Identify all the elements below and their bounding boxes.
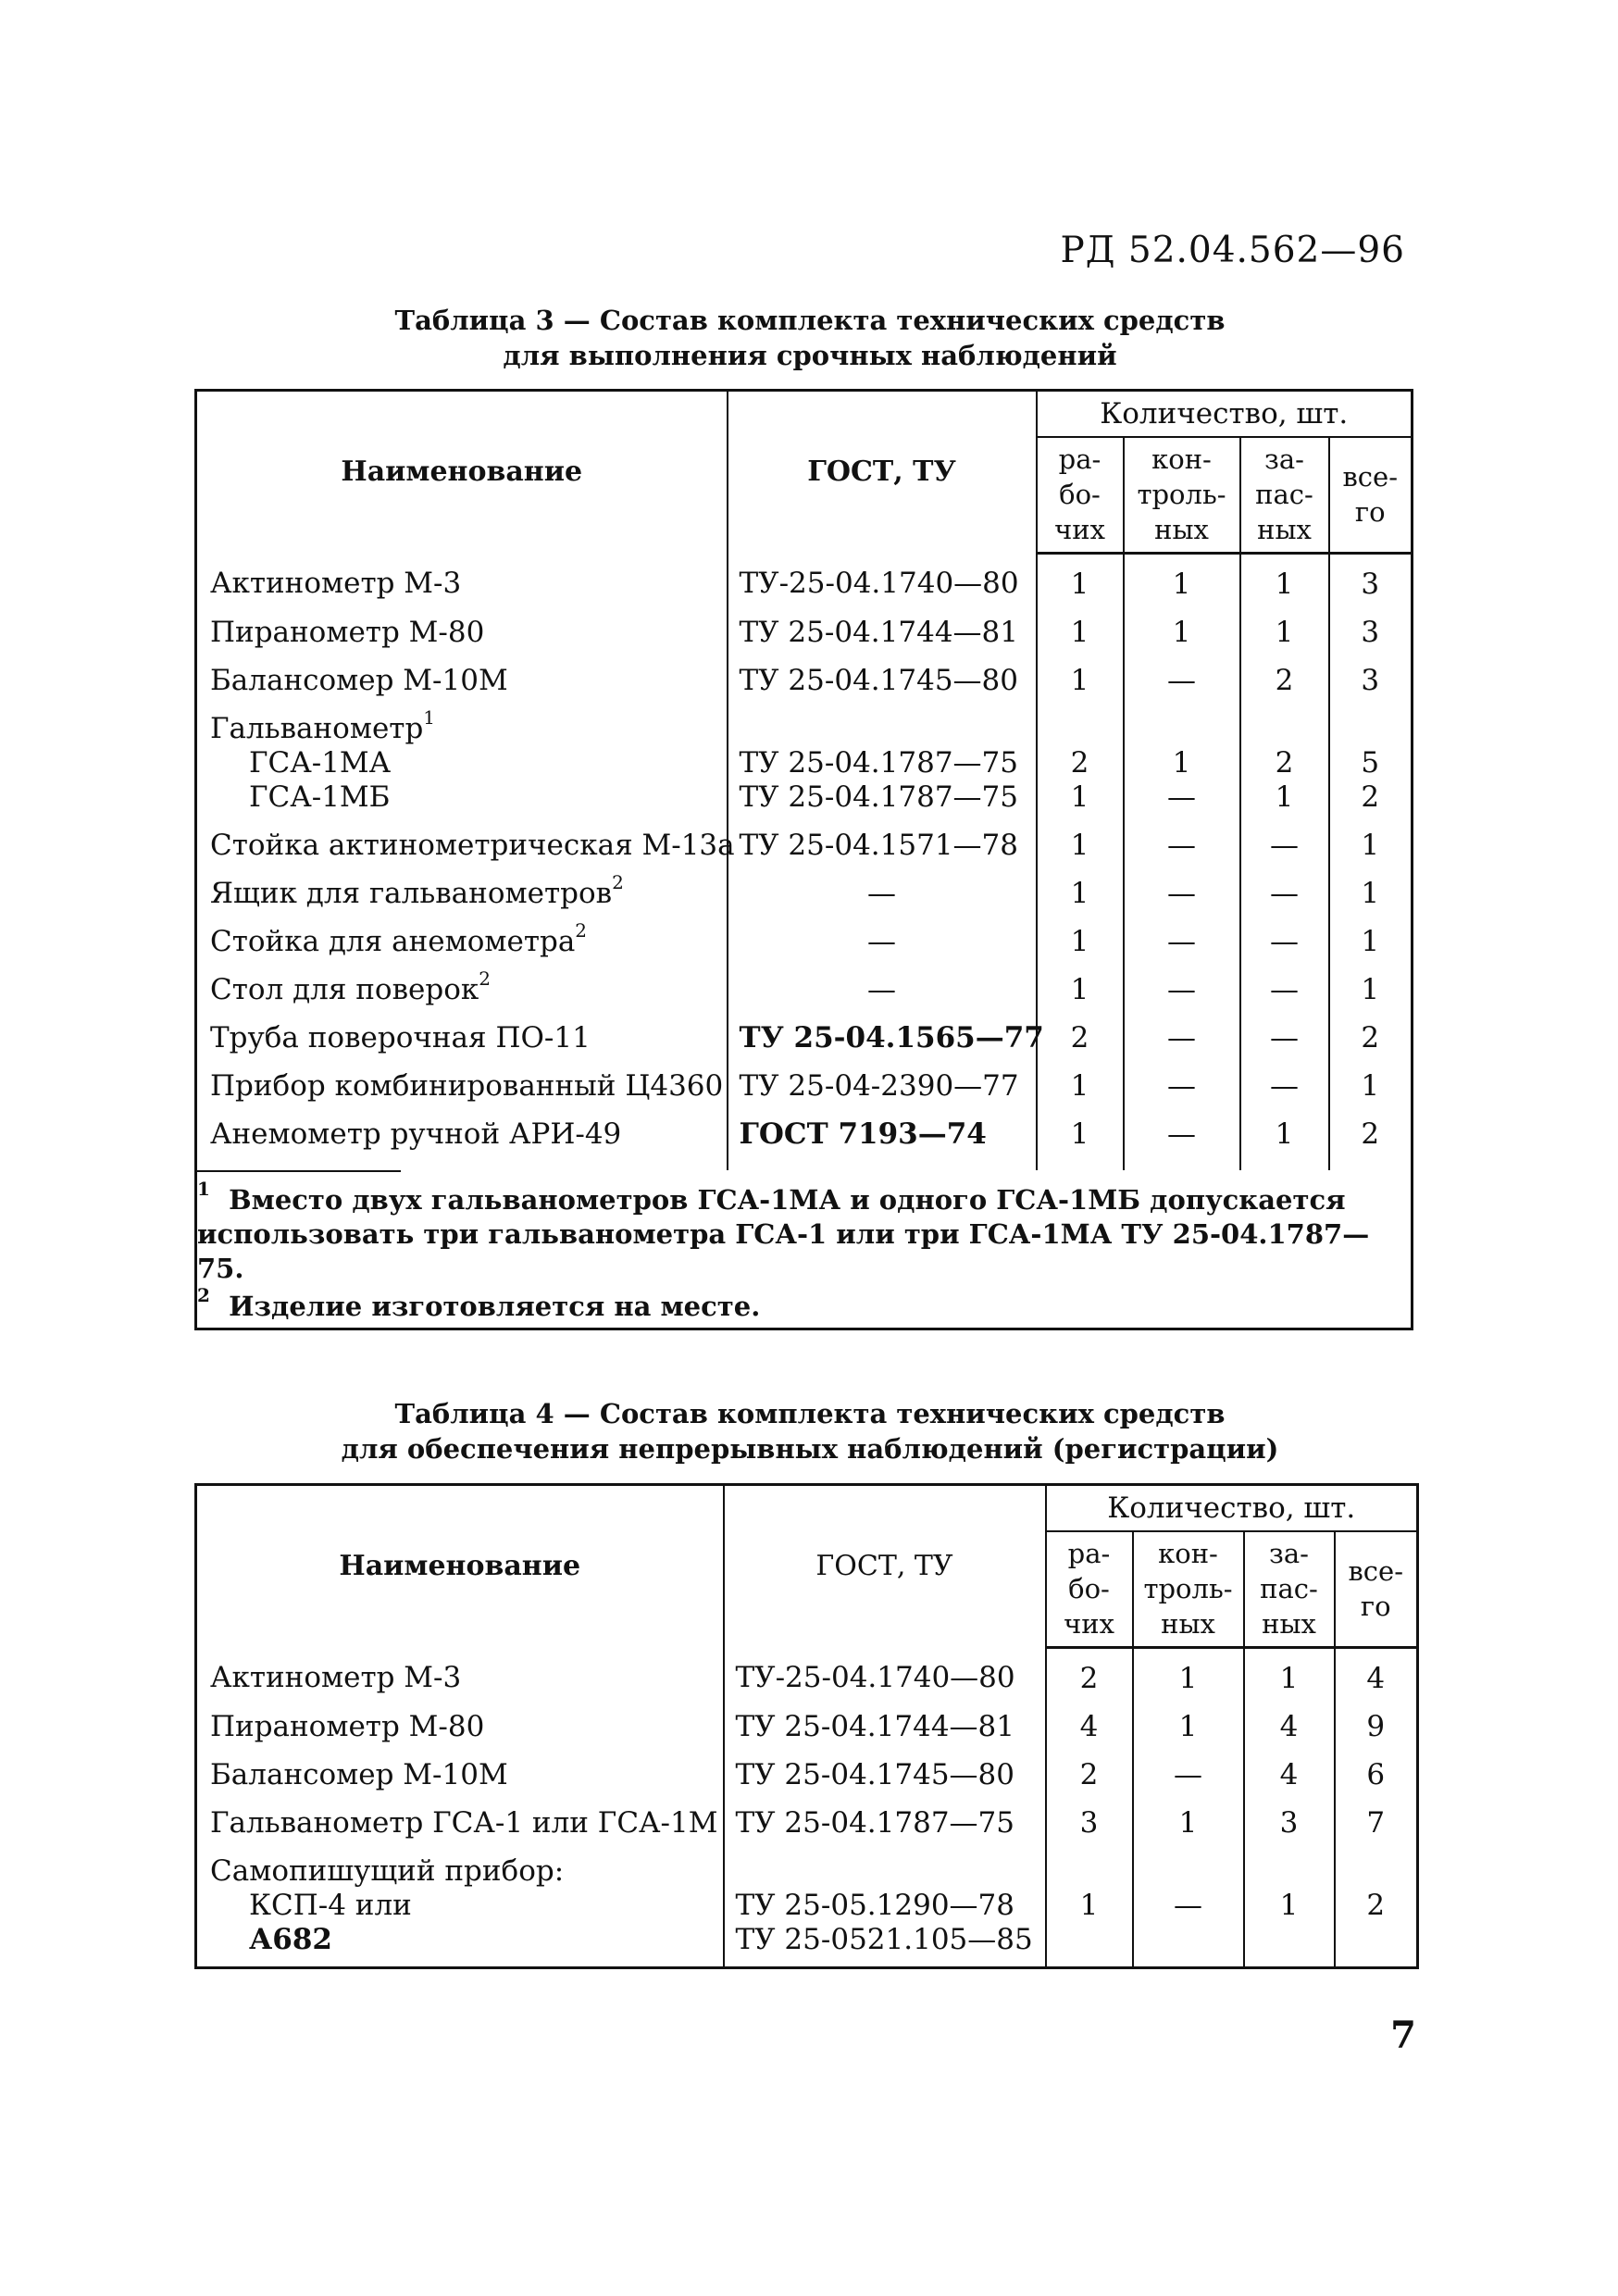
cell-control: 1	[1124, 554, 1240, 609]
cell-name: Балансомер М-10М	[210, 664, 508, 697]
footnote-mark: 1	[423, 705, 436, 729]
cell-working: 1	[1046, 1847, 1133, 1968]
table4-caption-line1: Таблица 4 — Состав комплекта технических средств	[394, 1398, 1226, 1429]
cell-name: Пиранометр М-80	[210, 616, 485, 649]
cell-total: 2	[1329, 1110, 1413, 1170]
recorder-label: Самопишущий прибор:	[210, 1854, 565, 1888]
table-row	[196, 1014, 1413, 1062]
cell-gost: ТУ 25-04.1745—80	[724, 1751, 1046, 1799]
cell-working: 1	[1037, 869, 1124, 917]
table4-header-control: кон- троль- ных	[1133, 1531, 1244, 1648]
table-row	[196, 656, 1413, 705]
table-row	[196, 869, 1413, 917]
table3-header-quantity: Количество, шт.	[1037, 391, 1413, 437]
cell-control: —	[1124, 1110, 1240, 1170]
gost-line: ТУ 25-0521.105—85	[735, 1923, 1033, 1956]
table3-header-working: ра- бо- чих	[1037, 437, 1124, 554]
cell-name: Труба поверочная ПО-11	[210, 1021, 591, 1054]
cell-name	[196, 1847, 724, 1968]
cell-spare: 3	[1244, 1799, 1335, 1847]
table-row	[196, 1847, 1418, 1968]
table4-header-working: ра- бо- чих	[1046, 1531, 1133, 1648]
cell-total: 1	[1329, 917, 1413, 966]
cell-gost: ТУ 25-04.1744—81	[724, 1703, 1046, 1751]
gost-line: ТУ 25-04.1787—75	[739, 746, 1018, 780]
cell-gost	[728, 705, 1037, 821]
cell-spare: 4	[1244, 1751, 1335, 1799]
cell-spare: —	[1240, 1014, 1329, 1062]
cell-spare: 4	[1244, 1703, 1335, 1751]
cell-gost: ТУ 25-04.1787—75	[724, 1799, 1046, 1847]
cell-name: Актинометр М-3	[210, 1660, 462, 1694]
table-row	[196, 608, 1413, 656]
cell-gost: ТУ 25-04.1744—81	[728, 608, 1037, 656]
cell-total: 3	[1329, 608, 1413, 656]
cell-spare: —	[1240, 1062, 1329, 1110]
table3-footnotes-row	[196, 1170, 1413, 1329]
cell-control: —	[1124, 1062, 1240, 1110]
cell-name: Балансомер М-10М	[210, 1758, 508, 1791]
sub-item: А682	[249, 1923, 332, 1956]
cell-spare: 2 1	[1240, 705, 1329, 821]
cell-total: 1	[1329, 821, 1413, 869]
cell-working: 2	[1037, 1014, 1124, 1062]
document-code: РД 52.04.562—96	[1060, 230, 1405, 271]
footnote-mark: 2	[612, 870, 624, 893]
cell-total: 1	[1329, 966, 1413, 1014]
cell-name: Ящик для гальванометров$^2$	[210, 870, 624, 910]
footnote-1: $^1$ Вместо двух гальванометров ГСА-1МА и одного ГСА-1МБ допускается использовать три гальванометра ГСА-1 или три ГСА-1МА ТУ 25-04.1787—75.	[197, 1178, 1370, 1284]
cell-gost: —	[728, 917, 1037, 966]
cell-control: —	[1124, 917, 1240, 966]
cell-name: Стойка для анемометра$^2$	[210, 918, 588, 958]
table-row	[196, 917, 1413, 966]
table3-caption	[194, 303, 1425, 373]
table3-caption-line2: для выполнения срочных наблюдений	[503, 340, 1117, 371]
cell-working: 1	[1037, 917, 1124, 966]
table4-caption	[194, 1396, 1425, 1466]
table-row	[196, 966, 1413, 1014]
footnote-rule	[197, 1170, 401, 1172]
galvanometer-label: Гальванометр	[210, 712, 424, 745]
table3-header-spare: за- пас- ных	[1240, 437, 1329, 554]
table3-header-total: все- го	[1329, 437, 1413, 554]
table-row	[196, 1751, 1418, 1799]
cell-name: Гальванометр ГСА-1 или ГСА-1М	[210, 1806, 718, 1840]
cell-working: 1	[1037, 1110, 1124, 1170]
cell-gost: —	[728, 869, 1037, 917]
cell-control: —	[1124, 821, 1240, 869]
cell-spare: 1	[1244, 1847, 1335, 1968]
footnote-mark: 2	[575, 918, 588, 942]
cell-spare: 1	[1240, 554, 1329, 609]
cell-gost: ТУ-25-04.1740—80	[724, 1648, 1046, 1703]
cell-total: 7	[1335, 1799, 1418, 1847]
table4-header-name: Наименование	[196, 1485, 724, 1648]
cell-control: —	[1124, 966, 1240, 1014]
cell-total: 6	[1335, 1751, 1418, 1799]
cell-gost	[724, 1847, 1046, 1968]
cell-working: 2	[1046, 1751, 1133, 1799]
cell-spare: —	[1240, 917, 1329, 966]
cell-spare: —	[1240, 869, 1329, 917]
cell-name: Актинометр М-3	[210, 566, 462, 600]
cell-name: Пиранометр М-80	[210, 1710, 485, 1743]
table4-caption-line2: для обеспечения непрерывных наблюдений (регистрации)	[341, 1433, 1279, 1465]
table4-header-total: все- го	[1335, 1531, 1418, 1648]
cell-working: 1	[1037, 554, 1124, 609]
cell-control: —	[1124, 1014, 1240, 1062]
cell-name: Стол для поверок$^2$	[210, 967, 492, 1006]
table4-header-quantity: Количество, шт.	[1046, 1485, 1418, 1531]
cell-control: —	[1133, 1751, 1244, 1799]
cell-control: 1	[1133, 1648, 1244, 1703]
cell-control: 1	[1133, 1799, 1244, 1847]
cell-working: 1	[1037, 608, 1124, 656]
table3-footnotes	[196, 1170, 1413, 1329]
table-row	[196, 1648, 1418, 1703]
cell-gost: ТУ 25-04.1745—80	[728, 656, 1037, 705]
cell-spare: —	[1240, 821, 1329, 869]
cell-total: 3	[1329, 656, 1413, 705]
cell-gost: ТУ-25-04.1740—80	[728, 554, 1037, 609]
table4	[194, 1483, 1419, 1969]
cell-working: 1	[1037, 656, 1124, 705]
table-row	[196, 821, 1413, 869]
sub-item: ГСА-1МБ	[249, 780, 391, 814]
cell-total: 4	[1335, 1648, 1418, 1703]
cell-total: 9	[1335, 1703, 1418, 1751]
cell-name	[196, 705, 728, 821]
cell-gost: ГОСТ 7193—74	[728, 1110, 1037, 1170]
cell-spare: 1	[1244, 1648, 1335, 1703]
cell-total: 2	[1335, 1847, 1418, 1968]
table-row	[196, 1062, 1413, 1110]
cell-working: 2 1	[1037, 705, 1124, 821]
table-row	[196, 1799, 1418, 1847]
sub-item: КСП-4 или	[249, 1889, 412, 1922]
cell-spare: 2	[1240, 656, 1329, 705]
cell-total: 1	[1329, 1062, 1413, 1110]
cell-spare: —	[1240, 966, 1329, 1014]
cell-working: 3	[1046, 1799, 1133, 1847]
cell-total: 2	[1329, 1014, 1413, 1062]
cell-name: Анемометр ручной АРИ-49	[210, 1117, 622, 1151]
table-row	[196, 1703, 1418, 1751]
table-row	[196, 554, 1413, 609]
table3-header-control: кон- троль- ных	[1124, 437, 1240, 554]
cell-name: Прибор комбинированный Ц4360	[210, 1069, 724, 1103]
cell-total: 3	[1329, 554, 1413, 609]
cell-gost: ТУ 25-04-2390—77	[728, 1062, 1037, 1110]
sub-item: ГСА-1МА	[249, 746, 392, 780]
cell-total: 1	[1329, 869, 1413, 917]
footnote-2: $^2$ Изделие изготовляется на месте.	[197, 1284, 761, 1322]
cell-working: 1	[1037, 821, 1124, 869]
cell-working: 4	[1046, 1703, 1133, 1751]
cell-name: Стойка актинометрическая М-13а	[210, 829, 735, 862]
table3	[194, 389, 1413, 1330]
cell-working: 2	[1046, 1648, 1133, 1703]
page-number: 7	[1390, 2014, 1416, 2057]
cell-control: —	[1133, 1847, 1244, 1968]
table4-header-gost: ГОСТ, ТУ	[724, 1485, 1046, 1648]
gost-line: ТУ 25-04.1787—75	[739, 780, 1018, 814]
table3-header-gost: ГОСТ, ТУ	[728, 391, 1037, 554]
cell-control: 1	[1124, 608, 1240, 656]
table-row	[196, 705, 1413, 821]
footnote-mark: 2	[479, 967, 492, 990]
cell-total: 5 2	[1329, 705, 1413, 821]
cell-gost: ТУ 25-04.1565—77	[728, 1014, 1037, 1062]
cell-control: —	[1124, 869, 1240, 917]
table3-header-name: Наименование	[196, 391, 728, 554]
table4-header-spare: за- пас- ных	[1244, 1531, 1335, 1648]
cell-gost: ТУ 25-04.1571—78	[728, 821, 1037, 869]
cell-working: 1	[1037, 1062, 1124, 1110]
cell-gost: —	[728, 966, 1037, 1014]
cell-control: 1 —	[1124, 705, 1240, 821]
gost-line: ТУ 25-05.1290—78	[735, 1889, 1014, 1922]
cell-spare: 1	[1240, 608, 1329, 656]
cell-working: 1	[1037, 966, 1124, 1014]
cell-control: 1	[1133, 1703, 1244, 1751]
table-row	[196, 1110, 1413, 1170]
table3-caption-line1: Таблица 3 — Состав комплекта технических средств	[394, 305, 1226, 336]
cell-control: —	[1124, 656, 1240, 705]
cell-spare: 1	[1240, 1110, 1329, 1170]
